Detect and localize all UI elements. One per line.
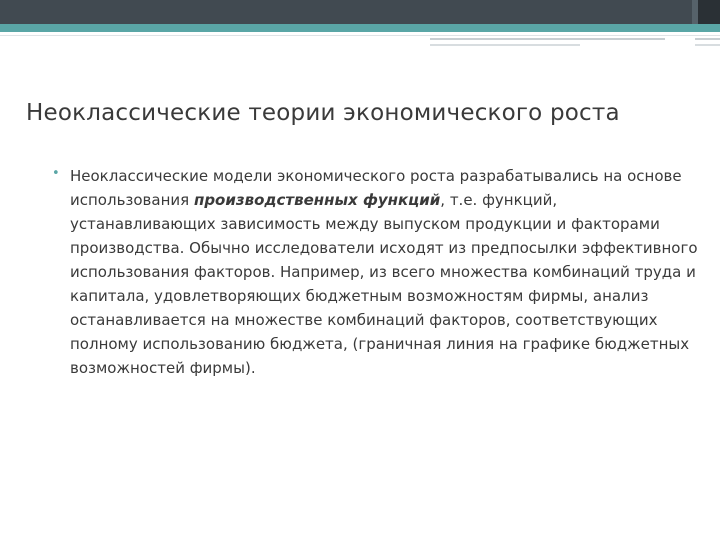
decor-line (430, 38, 665, 40)
decor-line (695, 44, 720, 46)
bullet-paragraph (70, 164, 702, 380)
divider-line (0, 35, 720, 36)
bullet-icon: • (52, 166, 60, 181)
decor-line (695, 38, 720, 40)
header-band (0, 0, 720, 24)
slide-title: Неоклассические теории экономического роста (26, 100, 620, 126)
paragraph-emphasis: производственных функций (193, 191, 441, 209)
slide-body (52, 164, 702, 380)
decor-line (430, 44, 580, 46)
accent-stripe (0, 24, 720, 32)
header-band-corner (698, 0, 720, 24)
paragraph-text-end: , т.е. функций, устанавливающих зависимость между выпуском продукции и факторами производства. Обычно исследователи исходят из предпосылки эффективного использования факторов. Например, из всего множества комбинаций труда и капитала, удовлетворяющих бюджетным возможностям фирмы, анализ останавливается на множестве комбинаций факторов, соответствующих полному использованию бюджета, (граничная линия на графике бюджетных возможностей фирмы). (70, 191, 698, 377)
paragraph-text-start: Неоклассические модели экономического роста разрабатывались на основе использования (70, 167, 682, 209)
